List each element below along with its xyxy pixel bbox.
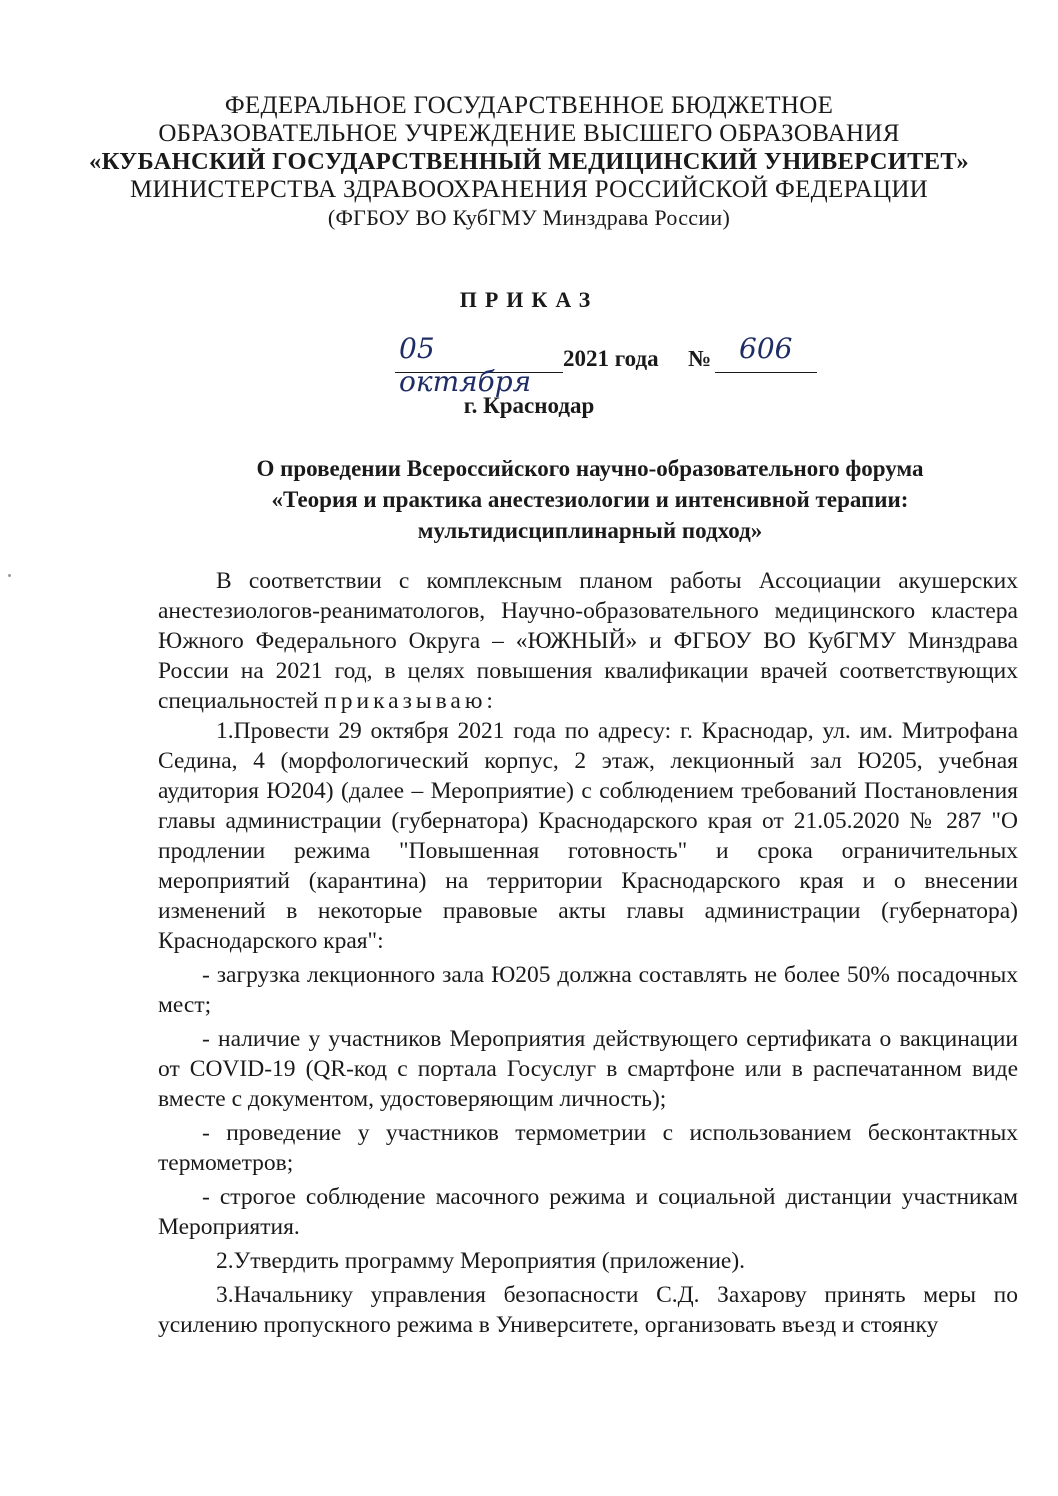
subject-line-1: О проведении Всероссийского научно-образовательного форума (256, 456, 924, 481)
handwritten-number: 606 (739, 332, 793, 365)
subject-line-3: мультидисциплинарный подход» (417, 518, 763, 543)
organization-header (0, 92, 1058, 232)
header-line-2: ОБРАЗОВАТЕЛЬНОЕ УЧРЕЖДЕНИЕ ВЫСШЕГО ОБРАЗОВАНИЯ (158, 120, 900, 147)
number-sign: № (688, 346, 712, 371)
bullet-2: - наличие у участников Мероприятия действующего сертификата о вакцинации от COVID-19 (QR-код с портала Госуслуг в смартфоне или в распечатанном виде вместе с документом, удостоверяющим личность); (158, 1026, 1018, 1112)
intro-text: В соответствии с комплексным планом работы Ассоциации акушерских анестезиологов-реаниматологов, Научно-образовательного медицинского кластера Южного Федерального Округа – «ЮЖНЫЙ» и ФГБОУ ВО КубГМУ Минздрава России на 2021 год, в целях повышения квалификации врачей соответствующих специальностей (158, 568, 1018, 714)
header-university-name: «КУБАНСКИЙ ГОСУДАРСТВЕННЫЙ МЕДИЦИНСКИЙ УНИВЕРСИТЕТ» (89, 148, 969, 175)
document-title: ПРИКАЗ (459, 287, 599, 312)
order-word: приказываю: (324, 688, 497, 714)
handwritten-date: 05 октября (399, 332, 532, 398)
bullet-1: - загрузка лекционного зала Ю205 должна составлять не более 50% посадочных мест; (158, 962, 1018, 1018)
scan-dot (8, 574, 11, 577)
city: г. Краснодар (463, 393, 595, 418)
date-field (395, 332, 563, 398)
order-number-field (715, 332, 817, 373)
header-abbreviation: (ФГБОУ ВО КубГМУ Минздрава России) (327, 205, 731, 230)
intro-paragraph (158, 566, 1018, 716)
header-line-4: МИНИСТЕРСТВА ЗДРАВООХРАНЕНИЯ РОССИЙСКОЙ ФЕДЕРАЦИИ (129, 176, 929, 203)
bullet-3: - проведение у участников термометрии с использованием бесконтактных термометров; (158, 1120, 1018, 1176)
year-text: 2021 года (563, 346, 659, 371)
subject-line-2: «Теория и практика анестезиологии и интенсивной терапии: (271, 487, 909, 512)
item-2-paragraph: 2.Утвердить программу Мероприятия (приложение). (216, 1248, 746, 1274)
bullet-4: - строгое соблюдение масочного режима и социальной дистанции участникам Мероприятия. (158, 1184, 1018, 1240)
header-line-1: ФЕДЕРАЛЬНОЕ ГОСУДАРСТВЕННОЕ БЮДЖЕТНОЕ (224, 92, 834, 119)
order-dateline (395, 330, 835, 398)
item-3-paragraph: 3.Начальнику управления безопасности С.Д. Захарову принять меры по усилению пропускного режима в Университете, организовать въезд и стоянку (158, 1282, 1018, 1338)
item-1-paragraph: 1.Провести 29 октября 2021 года по адресу: г. Краснодар, ул. им. Митрофана Седина, 4 (морфологический корпус, 2 этаж, лекционный зал Ю205, учебная аудитория Ю204) (далее – Мероприятие) с соблюдением требований Постановления главы администрации (губернатора) Краснодарского края от 21.05.2020 № 287 "О продлении режима "Повышенная готовность" и срока ограничительных мероприятий (карантина) на территории Краснодарского края и о внесении изменений в некоторые правовые акты главы администрации (губернатора) Краснодарского края": (158, 718, 1018, 954)
order-subject (200, 453, 980, 546)
order-body (158, 566, 1018, 1340)
